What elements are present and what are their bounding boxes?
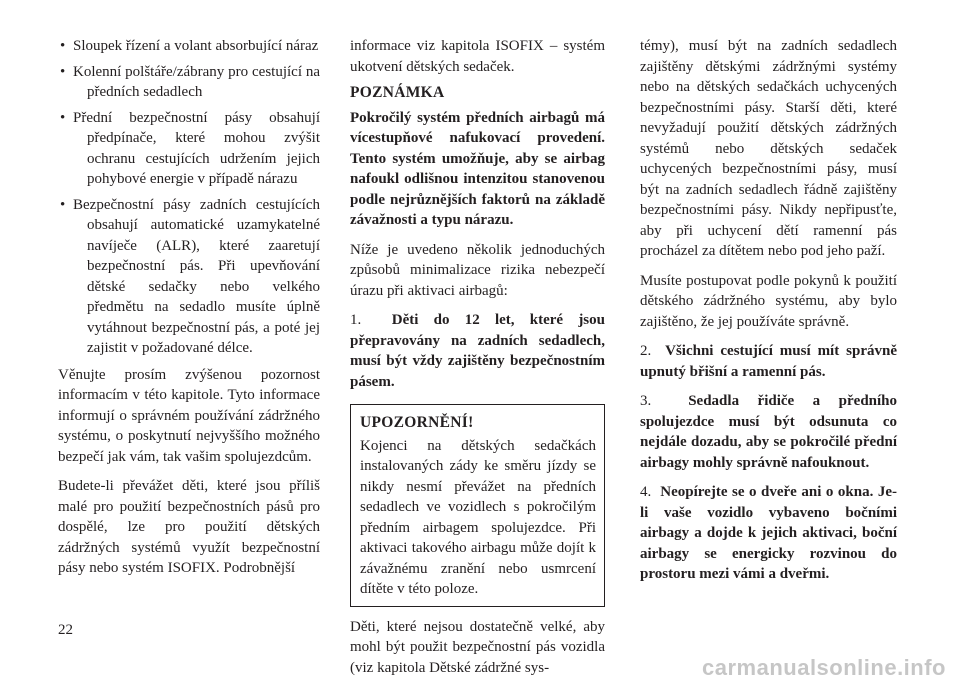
watermark: carmanualsonline.info — [702, 655, 946, 680]
body-paragraph: Věnujte prosím zvýšenou pozornost informacím v této kapitole. Tyto informace informují o správném používání zádržného systému, o poskytnutí nejvyššího možného bezpečí jak vám, tak vašim spolujezdcům. — [58, 366, 320, 465]
item-text: Děti do 12 let, které jsou přepravovány na zadních sedadlech, musí být vždy zajištěny bezpečnostním pásem. — [350, 312, 605, 390]
item-text: Neopírejte se o dveře ani o okna. Je-li vaše vozidlo vybaveno bočními airbagy a dojde k jejich aktivaci, boční airbagy se energicky rozvinou do prostoru mezi vámi a dveřmi. — [640, 484, 897, 582]
text-column-middle — [350, 36, 605, 687]
text-column-left — [58, 36, 320, 588]
numbered-item — [350, 310, 605, 392]
bullet-item: • Kolenní polštáře/zábrany pro cestující na předních sedadlech — [58, 62, 320, 103]
item-number: 4. — [640, 484, 652, 500]
item-number: 1. — [350, 312, 362, 328]
numbered-item — [640, 482, 897, 585]
bullet-item: • Sloupek řízení a volant absorbující náraz — [58, 36, 320, 57]
body-paragraph: informace viz kapitola ISOFIX – systém ukotvení dětských sedaček. — [350, 38, 605, 75]
numbered-item — [640, 341, 897, 382]
warning-heading: UPOZORNĚNÍ! — [360, 414, 474, 431]
bullet-item: • Přední bezpečnostní pásy obsahují předpínače, které mohou zvýšit ochranu cestujících udržením jejich pohybové energie v případě nárazu — [58, 108, 320, 190]
warning-text: Kojenci na dětských sedačkách instalovaných zády ke směru jízdy se nikdy nesmí převážet na předních sedadlech ve vozidlech s pokročilým předním airbagem spolujezdce. Při aktivaci takového airbagu může dojít k závažnému zranění nebo usmrcení dítěte v této poloze. — [360, 437, 596, 597]
note-text: Pokročilý systém předních airbagů má vícestupňové nafukovací provedení. Tento systém umožňuje, aby se airbag nafoukl odlišnou intenzitou stanovenou podle nejrůznějších faktorů na základě závažnosti a typu nárazu. — [350, 109, 605, 228]
warning-box — [350, 404, 605, 607]
item-text: Všichni cestující musí mít správně upnutý břišní a ramenní pás. — [640, 343, 897, 380]
body-paragraph: Budete-li převážet děti, které jsou příliš malé pro použití bezpečnostních pásů pro dospělé, lze pro použití dětských zádržných systémů využít bezpečnostní pásy nebo systém ISOFIX. Podrobnější — [58, 478, 320, 576]
item-number: 2. — [640, 343, 652, 359]
bullet-item: • Bezpečnostní pásy zadních cestujících obsahují automatické uzamykatelné navíječe (ALR), které zaaretují bezpečnostní pás. Při upevňování dětské sedačky nebo velkého předmětu na sedadlo musíte úplně vytáhnout bezpečnostní pás, a poté jej zajistit v požadované délce. — [58, 195, 320, 359]
item-text: Sedadla řidiče a předního spolujezdce musí být odsunuta co nejdále dozadu, aby se pokročilé přední airbagy mohly správně nafouknout. — [640, 393, 898, 471]
text-column-right — [640, 36, 897, 594]
body-paragraph: témy), musí být na zadních sedadlech zajištěny dětskými zádržnými systémy nebo na dětských sedačkách uchycených bezpečnostními pásy. Starší děti, které nevyžadují použití dětských zádržných systémů nebo dětských sedaček uchycených bezpečnostními pásy, musí být na zadních sedadlech řádně zajištěny bezpečnostními pásy. Nikdy nepřipusťte, aby při uchycení dětí ramenní pás procházel za dítětem nebo pod jeho paží. — [640, 38, 897, 259]
body-paragraph: Děti, které nejsou dostatečně velké, aby mohl být použit bezpečnostní pás vozidla (viz kapitola Dětské zádržné sys- — [350, 618, 605, 676]
item-number: 3. — [640, 393, 652, 409]
numbered-item — [640, 391, 897, 473]
page-number: 22 — [58, 622, 73, 638]
feature-bullet-list — [58, 36, 320, 359]
body-paragraph: Musíte postupovat podle pokynů k použití dětského zádržného systému, aby bylo zajištěno, že jej používáte správně. — [640, 272, 897, 330]
body-paragraph: Níže je uvedeno několik jednoduchých způsobů minimalizace rizika nebezpečí úrazu při aktivaci airbagů: — [350, 241, 605, 299]
note-heading: POZNÁMKA — [350, 84, 445, 101]
